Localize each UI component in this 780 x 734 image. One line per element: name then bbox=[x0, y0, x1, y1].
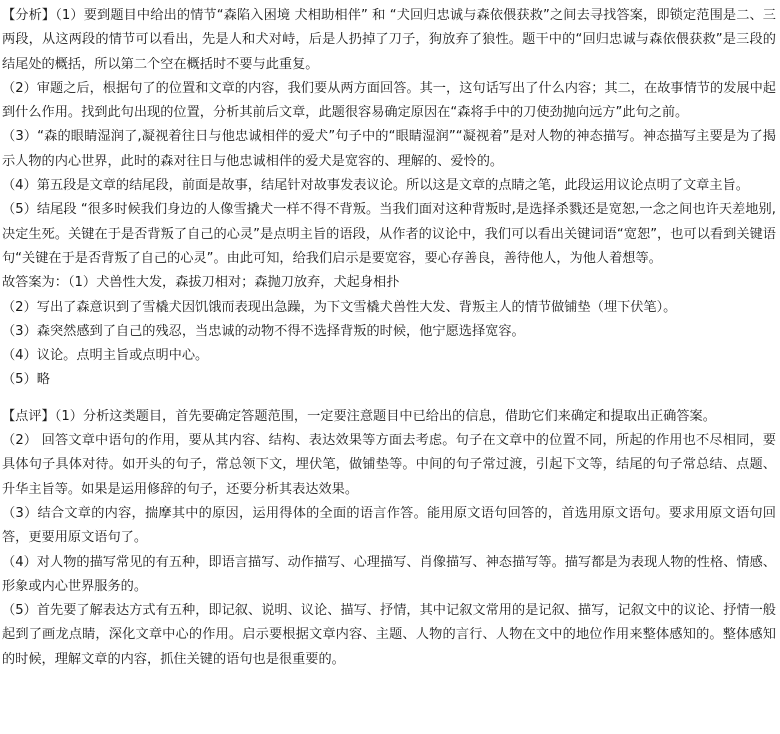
answer-line-4: （4）议论。点明主旨或点明中心。 bbox=[2, 348, 209, 364]
analysis-paragraph-4: （4）第五段是文章的结尾段，前面是故事，结尾针对故事发表议论。所以这是文章的点睛之笔，此段运用议论点明了文章主旨。 bbox=[2, 178, 749, 194]
comment-paragraph-2: （2） 回答文章中语句的作用，要从其内容、结构、表达效果等方面去考虑。句子在文章中的位置不同，所起的作用也不尽相同，要具体句子具体对待。如开头的句子，常总领下文，埋伏笔，做铺垫等。中间的句子常过渡，引起下文等，结尾的句子常总结、点题、升华主旨等。如果是运用修辞的句子，还要分析其表达效果。 bbox=[2, 433, 776, 497]
analysis-paragraph-5: （5）结尾段 “很多时候我们身边的人像雪撬犬一样不得不背叛。当我们面对这种背叛时,是选择杀戮还是宽恕,一念之间也许天差地别,决定生死。关键在于是否背叛了自己的心灵”是点明主旨的语段，从作者的议论中，我们可以看出关键词语“宽恕”，也可以看到关键语句“关键在于是否背叛了自己的心灵”。由此可知，给我们启示是要宽容，要心存善良，善待他人，为他人着想等。 bbox=[2, 202, 776, 266]
answers-section bbox=[2, 271, 776, 392]
analysis-paragraph-1: 【分析】（1）要到题目中给出的情节“森陷入困境 犬相助相伴” 和 “犬回归忠诚与森依偎获救”之间去寻找答案，即锁定范围是二、三两段，从这两段的情节可以看出，先是人和犬对峙，后是人扔掉了刀子，狗放弃了狼性。题干中的“回归忠诚与森依偎获救”是三段的结尾处的概括，所以第二个空在概括时不要与此重复。 bbox=[2, 8, 776, 72]
analysis-section bbox=[2, 4, 776, 271]
answer-line-2: （2）写出了森意识到了雪橇犬因饥饿而表现出急躁，为下文雪橇犬兽性大发、背叛主人的情节做铺垫（埋下伏笔）。 bbox=[2, 299, 677, 315]
answer-line-5: （5）略 bbox=[2, 372, 50, 388]
comment-paragraph-5: （5）首先要了解表达方式有五种，即记叙、说明、议论、描写、抒情，其中记叙文常用的是记叙、描写，记叙文中的议论、抒情一般起到了画龙点睛，深化文章中心的作用。启示要根据文章内容、主题、人物的言行、人物在文中的地位作用来整体感知的。整体感知的时候，理解文章的内容，抓住关键的语句也是很重要的。 bbox=[2, 603, 776, 667]
answer-line-3: （3）森突然感到了自己的残忍，当忠诚的动物不得不选择背叛的时候，他宁愿选择宽容。 bbox=[2, 323, 525, 339]
comment-paragraph-3: （3）结合文章的内容，揣摩其中的原因，运用得体的全面的语言作答。能用原文语句回答的，首选用原文语句。要求用原文语句回答，更要用原文语句了。 bbox=[2, 505, 776, 546]
section-gap bbox=[2, 393, 776, 405]
analysis-paragraph-2: （2）审题之后，根据句了的位置和文章的内容，我们要从两方面回答。其一，这句话写出了什么内容；其二，在故事情节的发展中起到什么作用。找到此句出现的位置，分析其前后文章，此题很容易确定原因在“森将手中的刀使劲抛向远方”此句之前。 bbox=[2, 80, 776, 121]
analysis-paragraph-3: （3）“森的眼睛湿润了,凝视着往日与他忠诚相伴的爱犬”句子中的“眼睛湿润”“凝视着”是对人物的神态描写。神态描写主要是为了揭示人物的内心世界，此时的森对往日与他忠诚相伴的爱犬是宽容的、理解的、爱怜的。 bbox=[2, 129, 776, 169]
answer-line-1: 故答案为：（1）犬兽性大发，森拔刀相对；森抛刀放弃，犬起身相扑 bbox=[2, 275, 400, 291]
comment-paragraph-4: （4）对人物的描写常见的有五种，即语言描写、动作描写、心理描写、肖像描写、神态描写等。描写都是为表现人物的性格、情感、形象或内心世界服务的。 bbox=[2, 554, 776, 594]
comment-paragraph-1: 【点评】（1）分析这类题目，首先要确定答题范围，一定要注意题目中已给出的信息，借助它们来确定和提取出正确答案。 bbox=[2, 408, 716, 424]
comment-section bbox=[2, 405, 776, 672]
